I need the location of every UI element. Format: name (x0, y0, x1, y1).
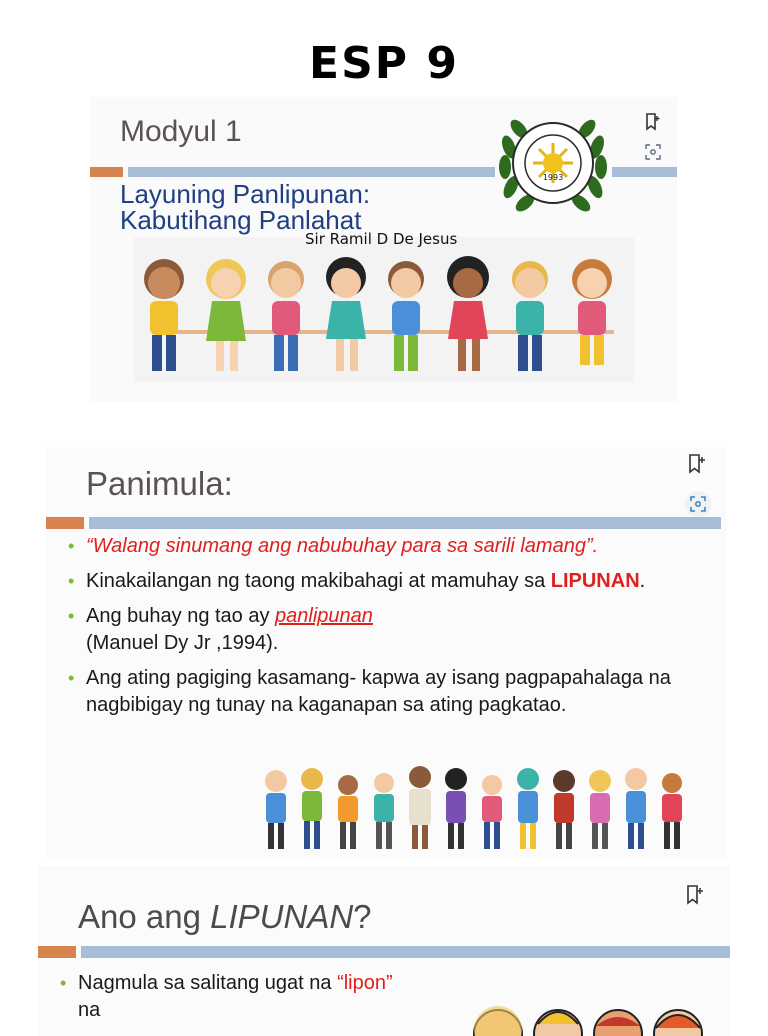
accent-bar-blue (89, 517, 721, 529)
scan-icon[interactable] (642, 141, 664, 163)
school-seal-logo (495, 107, 611, 215)
slide-1-title: Modyul 1 (120, 115, 242, 148)
bookmark-add-icon[interactable] (684, 884, 706, 906)
bullet-item: • Nagmula sa salitang ugat na “lipon” na (60, 972, 393, 1021)
slide-3 (38, 866, 730, 1036)
people-illustration-partial (468, 1000, 708, 1036)
slide-1-subtitle (120, 181, 370, 233)
bookmark-add-icon[interactable] (642, 111, 664, 133)
accent-bar-blue-right (612, 167, 677, 177)
accent-bar-blue (128, 167, 495, 177)
bookmark-add-icon[interactable] (686, 453, 708, 475)
accent-bar-orange (90, 167, 123, 177)
svg-text:1993: 1993 (542, 173, 564, 182)
slide-2-bullet-list (64, 533, 704, 727)
panlipunan-link[interactable]: panlipunan (275, 605, 373, 627)
subtitle-line-1: Layuning Panlipunan: (120, 179, 371, 209)
slide-2-title: Panimula: (86, 465, 233, 502)
slide-2 (46, 447, 726, 859)
author-name: Sir Ramil D De Jesus (305, 230, 458, 248)
accent-bar-blue (81, 946, 730, 958)
slide-3-title: Ano ang LIPUNAN? (78, 898, 372, 935)
scan-icon[interactable] (685, 491, 711, 517)
slide-3-bullet-list (56, 970, 456, 1032)
children-holding-hands-illustration (134, 237, 634, 382)
slide-1 (90, 97, 677, 402)
subtitle-line-2: Kabutihang Panlahat (120, 205, 362, 235)
diverse-people-illustration (261, 765, 711, 853)
document-title: ESP 9 (309, 38, 459, 89)
bullet-item: • Ang ating pagiging kasamang- kapwa ay isang pagpapahalaga na nagbibigay ng tunay na kaganapan sa ating pagkatao. (68, 667, 671, 716)
bullet-item: • “Walang sinumang ang nabubuhay para sa sarili lamang”. (68, 535, 599, 557)
accent-bar-orange (38, 946, 76, 958)
accent-bar-orange (46, 517, 84, 529)
bullet-item: • Kinakailangan ng taong makibahagi at mamuhay sa LIPUNAN. (68, 570, 646, 592)
bullet-item: • Ang buhay ng tao ay panlipunan (Manuel Dy Jr ,1994). (68, 605, 373, 654)
